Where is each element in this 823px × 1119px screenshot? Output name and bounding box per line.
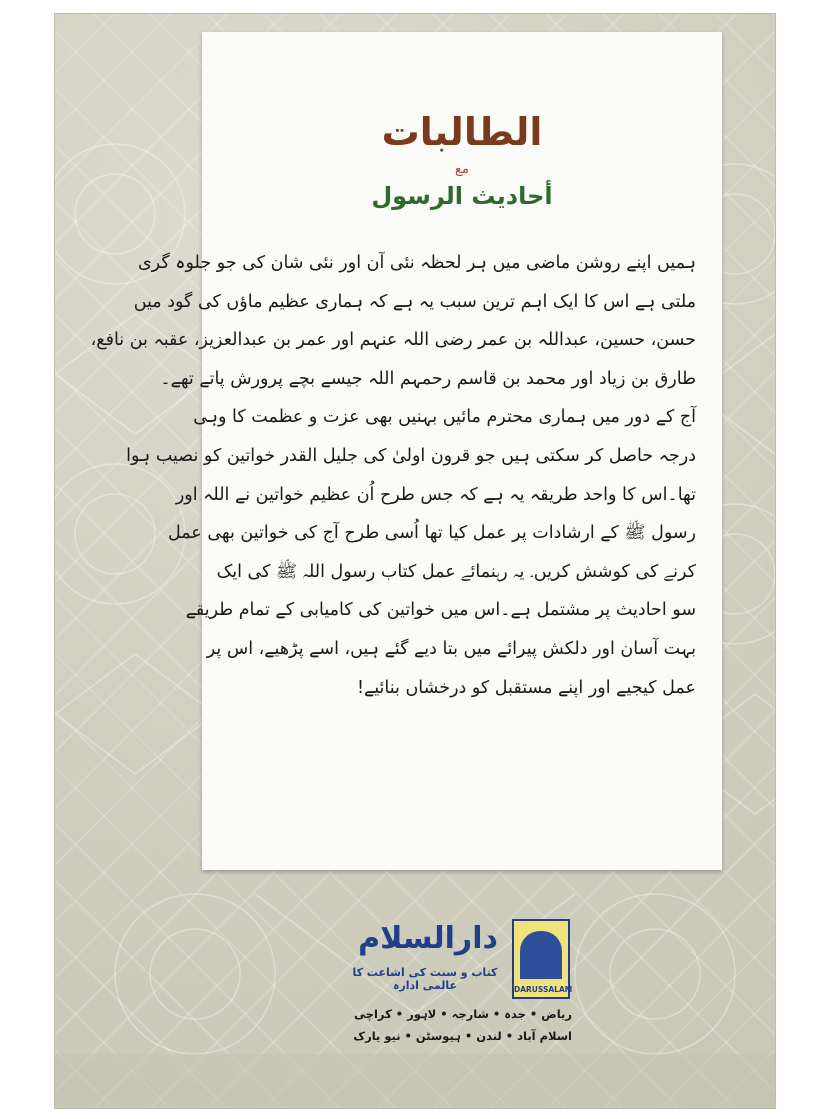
- publisher-tagline: کتاب و سنت کی اشاعت کا عالمی ادارہ: [352, 966, 498, 992]
- blurb-line: درجہ حاصل کر سکتی ہیں جو قرون اولیٰ کی جلیل القدر خواتین کو نصیب ہوا: [126, 445, 696, 466]
- text-panel: [90, 32, 722, 870]
- logo-label: DARUSSALAM: [514, 985, 573, 994]
- blurb-line: کرنے کی کوشش کریں۔ یہ رہنمائے عمل کتاب رسول اللہ ﷺ کی ایک: [216, 561, 696, 582]
- blurb-line: حسن، حسین، عبداللہ بن عمر رضی اللہ عنہم اور عمر بن عبدالعزیز، عقبہ بن نافع،: [90, 330, 696, 351]
- blurb-line: تھا۔اس کا واحد طریقہ یہ ہے کہ جس طرح اُن عظیم خواتین نے اللہ اور: [175, 484, 696, 505]
- book-emblem-icon: [520, 931, 562, 979]
- blurb-line: آج کے دور میں ہماری محترم مائیں بہنیں بھی عزت و عظمت کا وہی: [193, 407, 696, 428]
- book-back-cover: [55, 14, 775, 1108]
- publisher-logo: [512, 919, 573, 999]
- blurb-line: رسول ﷺ کے ارشادات پر عمل کیا تھا اُسی طرح آج کی خواتین بھی عمل: [167, 523, 696, 544]
- book-subtitle: أحاديث الرسول: [371, 182, 553, 210]
- blurb-line: بہت آسان اور دلکش پیرائے میں بتا دیے گئے ہیں، اسے پڑھیے، اس پر: [206, 638, 696, 659]
- publisher-cities-row-2: اسلام آباد • لندن • ہیوسٹن • نیو یارک: [353, 1029, 572, 1043]
- blurb-line: سو احادیث پر مشتمل ہے۔اس میں خواتین کی کامیابی کے تمام طریقے: [185, 600, 696, 621]
- publisher-name: دارالسلام: [358, 921, 498, 956]
- blurb-paragraph: [90, 244, 696, 707]
- book-title: الطالبات: [381, 110, 543, 154]
- blurb-line: عمل کیجیے اور اپنے مستقبل کو درخشاں بنائیے!: [356, 677, 696, 698]
- blurb-line: ہمیں اپنے روشن ماضی میں ہر لحظہ نئی آن اور نئی شان کی جو جلوہ گری: [137, 253, 696, 273]
- publisher-cities-row-1: ریاض • جدہ • شارجہ • لاہور • کراچی: [354, 1007, 572, 1021]
- title-conjunction: مع: [455, 162, 469, 177]
- blurb-line: ملتی ہے اس کا ایک اہم ترین سبب یہ ہے کہ ہماری عظیم ماؤں کی گود میں: [133, 291, 696, 312]
- blurb-line: طارق بن زیاد اور محمد بن قاسم رحمہم اللہ جیسے بچے پرورش پاتے تھے۔: [160, 368, 696, 389]
